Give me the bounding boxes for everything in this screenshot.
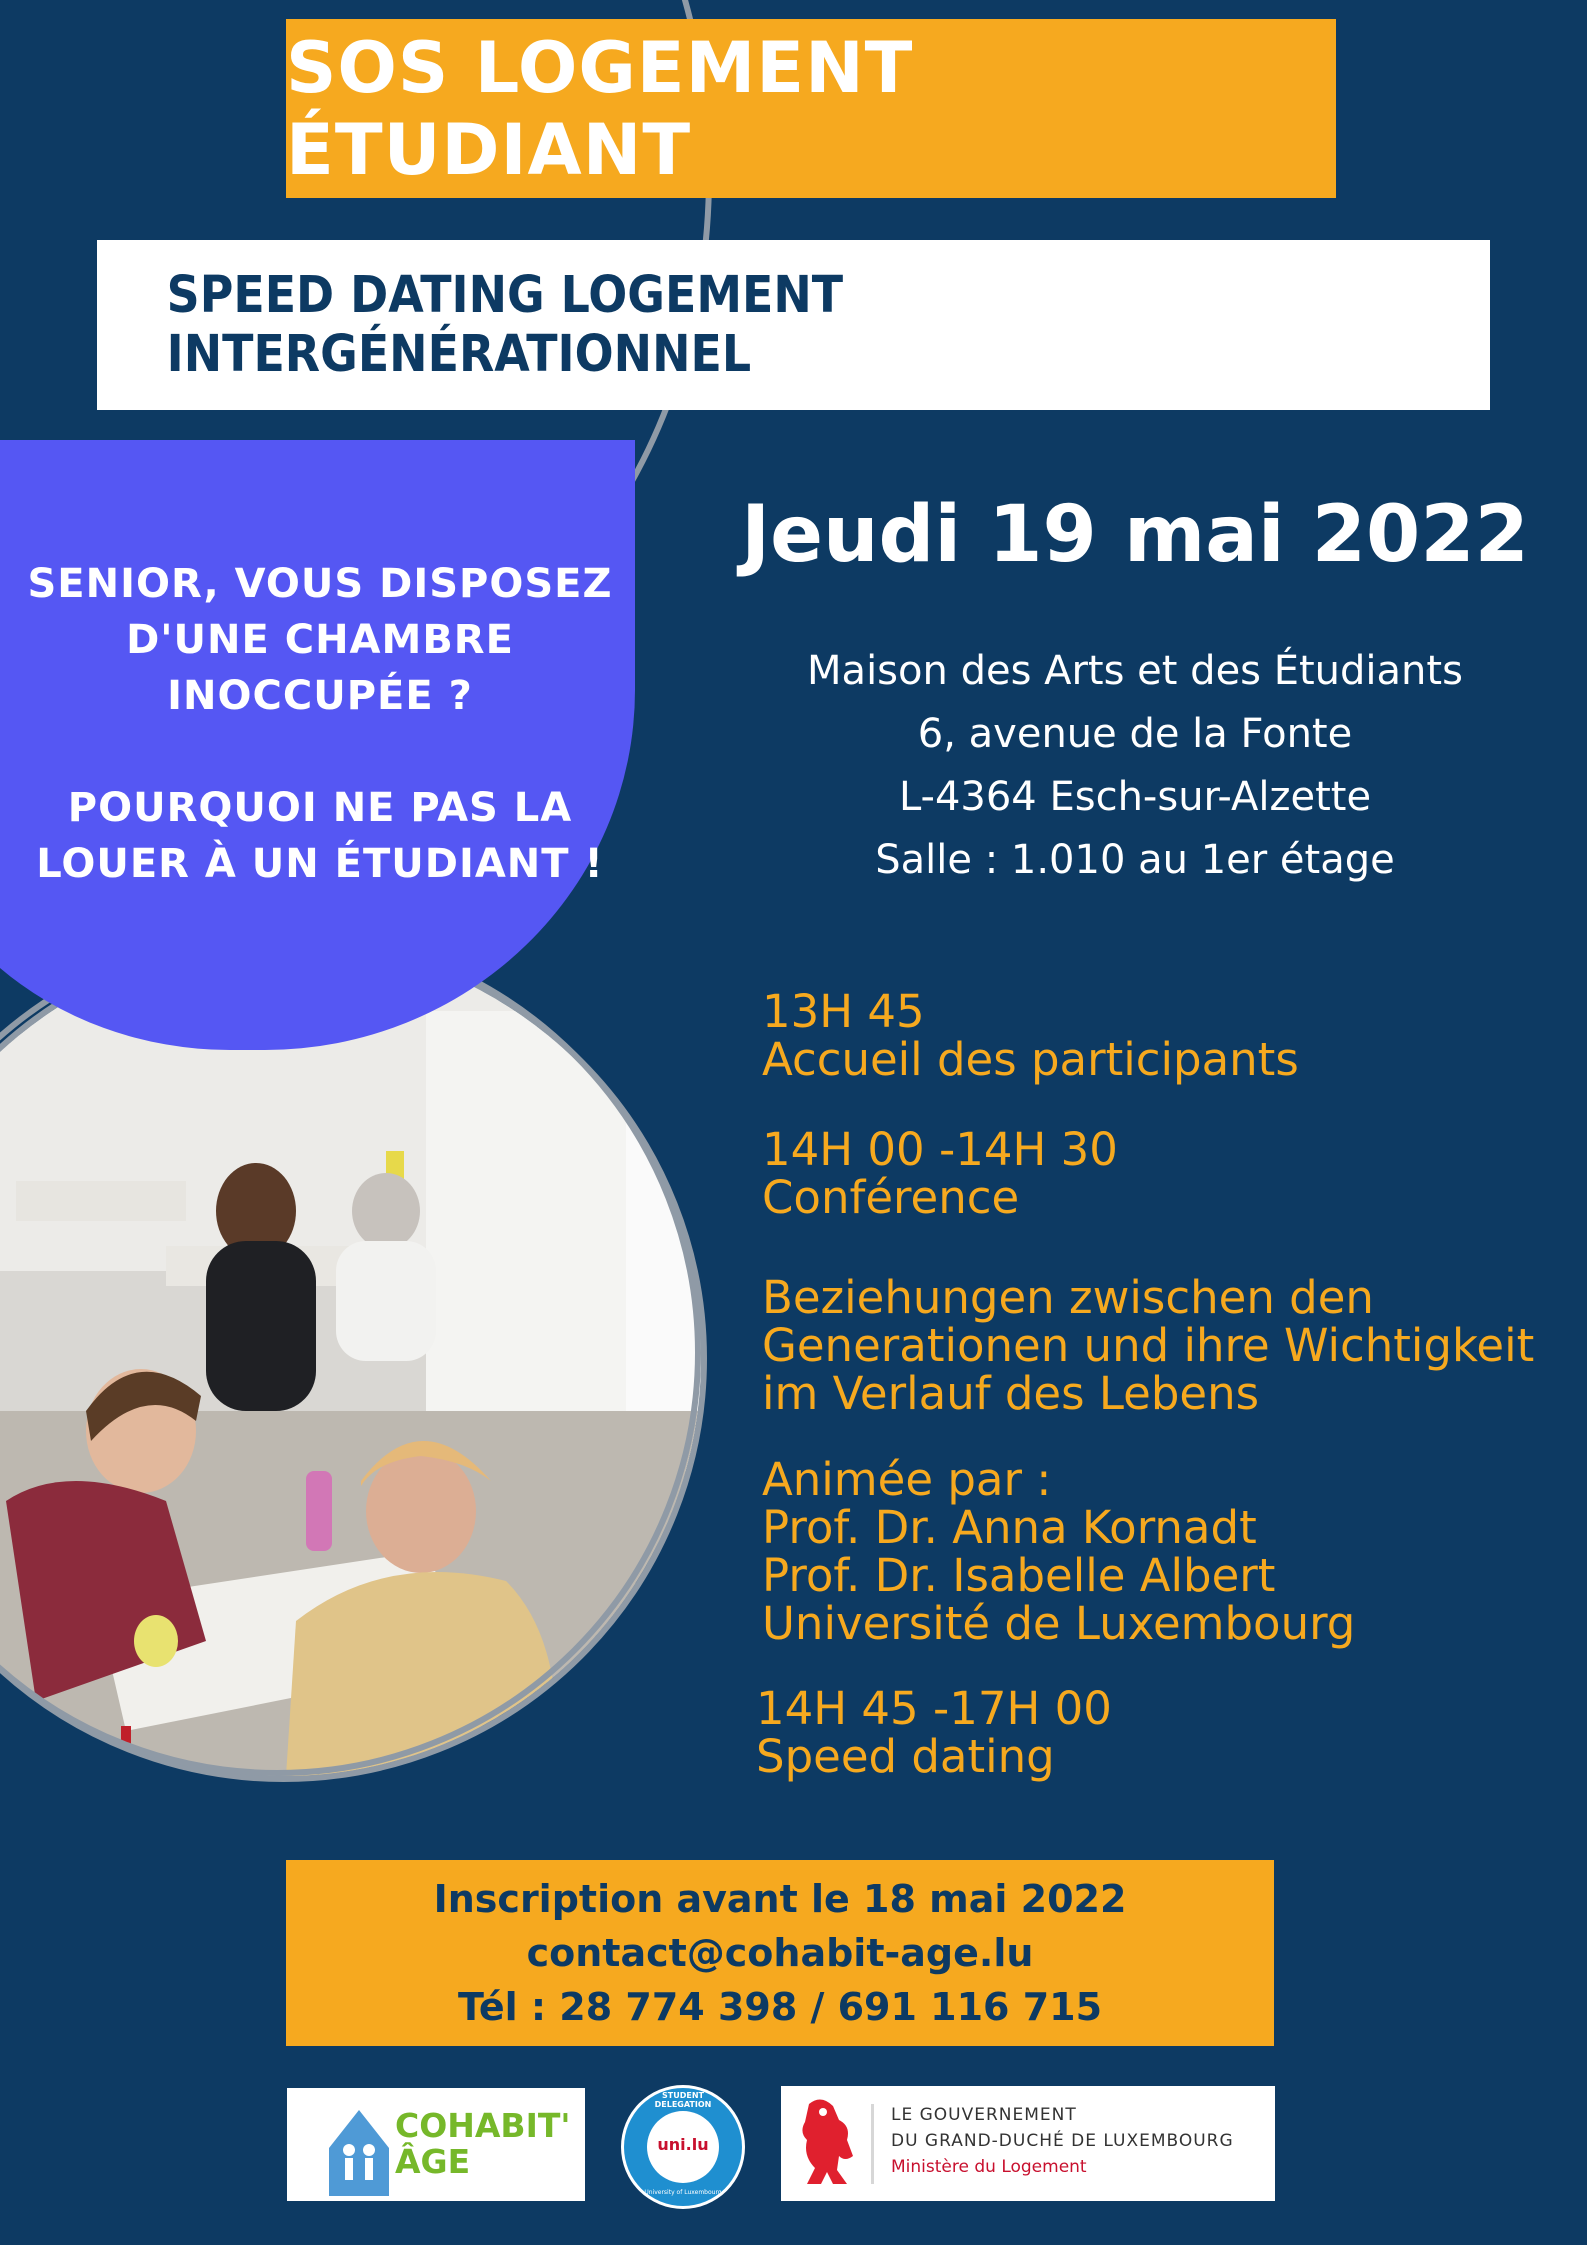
cohabit-name-line1: COHABIT' [395, 2106, 571, 2145]
red-lion-icon [781, 2086, 871, 2201]
bubble-line: LOUER À UN ÉTUDIANT ! [36, 841, 604, 887]
cohabit-age-logo [287, 2088, 585, 2201]
registration-deadline: Inscription avant le 18 mai 2022 [433, 1877, 1127, 1921]
schedule-item-conference [762, 1123, 1118, 1224]
student-delegation-center-text: uni.lu [657, 2135, 709, 2154]
schedule-desc: Conférence [762, 1171, 1020, 1224]
government-logo [781, 2086, 1275, 2201]
host-name: Prof. Dr. Anna Kornadt [762, 1501, 1257, 1554]
event-address [740, 640, 1530, 892]
government-line3: Ministère du Logement [891, 2157, 1087, 2177]
venue-name: Maison des Arts et des Étudiants [807, 648, 1463, 694]
poster-subtitle: SPEED DATING LOGEMENT INTERGÉNÉRATIONNEL [166, 266, 844, 384]
schedule-item-welcome [762, 985, 1299, 1086]
event-date: Jeudi 19 mai 2022 [741, 490, 1529, 580]
schedule-time: 14H 45 -17H 00 [756, 1682, 1112, 1735]
topic-line: Generationen und ihre Wichtigkeit [762, 1319, 1535, 1372]
government-line1: LE GOUVERNEMENT [891, 2105, 1077, 2125]
venue-room: Salle : 1.010 au 1er étage [875, 837, 1395, 883]
topic-line: Beziehungen zwischen den [762, 1271, 1374, 1324]
conference-topic [762, 1271, 1535, 1420]
host-org: Université de Luxembourg [762, 1597, 1356, 1650]
host-name: Prof. Dr. Isabelle Albert [762, 1549, 1276, 1602]
topic-line: im Verlauf des Lebens [762, 1367, 1260, 1420]
venue-city: L-4364 Esch-sur-Alzette [898, 774, 1372, 820]
student-delegation-bottom-text: University of Luxembourg [644, 2189, 722, 2196]
bubble-line: SENIOR, VOUS DISPOSEZ [27, 561, 613, 607]
decorative-ring-photo [0, 929, 701, 1776]
bubble-line: POURQUOI NE PAS LA [67, 785, 573, 831]
schedule-desc: Speed dating [756, 1730, 1055, 1783]
host-label: Animée par : [762, 1453, 1052, 1506]
poster-title: SOS LOGEMENT ÉTUDIANT [286, 26, 914, 191]
contact-email[interactable]: contact@cohabit-age.lu [526, 1931, 1034, 1975]
student-delegation-logo [621, 2085, 745, 2209]
student-delegation-ring-text: STUDENT DELEGATION [654, 2091, 712, 2109]
bubble-line: D'UNE CHAMBRE [126, 617, 514, 663]
cohabit-name-line2: ÂGE [395, 2142, 471, 2181]
bubble-text [20, 556, 620, 892]
schedule-time: 13H 45 [762, 985, 925, 1038]
contact-phone: Tél : 28 774 398 / 691 116 715 [457, 1985, 1103, 2029]
conference-hosts [762, 1453, 1356, 1650]
subtitle-banner [97, 240, 1490, 410]
bubble-line: INOCCUPÉE ? [167, 673, 473, 719]
venue-street: 6, avenue de la Fonte [917, 711, 1353, 757]
schedule-desc: Accueil des participants [762, 1033, 1299, 1086]
schedule-time: 14H 00 -14H 30 [762, 1123, 1118, 1176]
registration-box [286, 1860, 1274, 2046]
schedule-item-speed-dating [756, 1682, 1112, 1783]
title-banner [286, 19, 1336, 198]
government-line2: DU GRAND-DUCHÉ DE LUXEMBOURG [891, 2131, 1234, 2151]
